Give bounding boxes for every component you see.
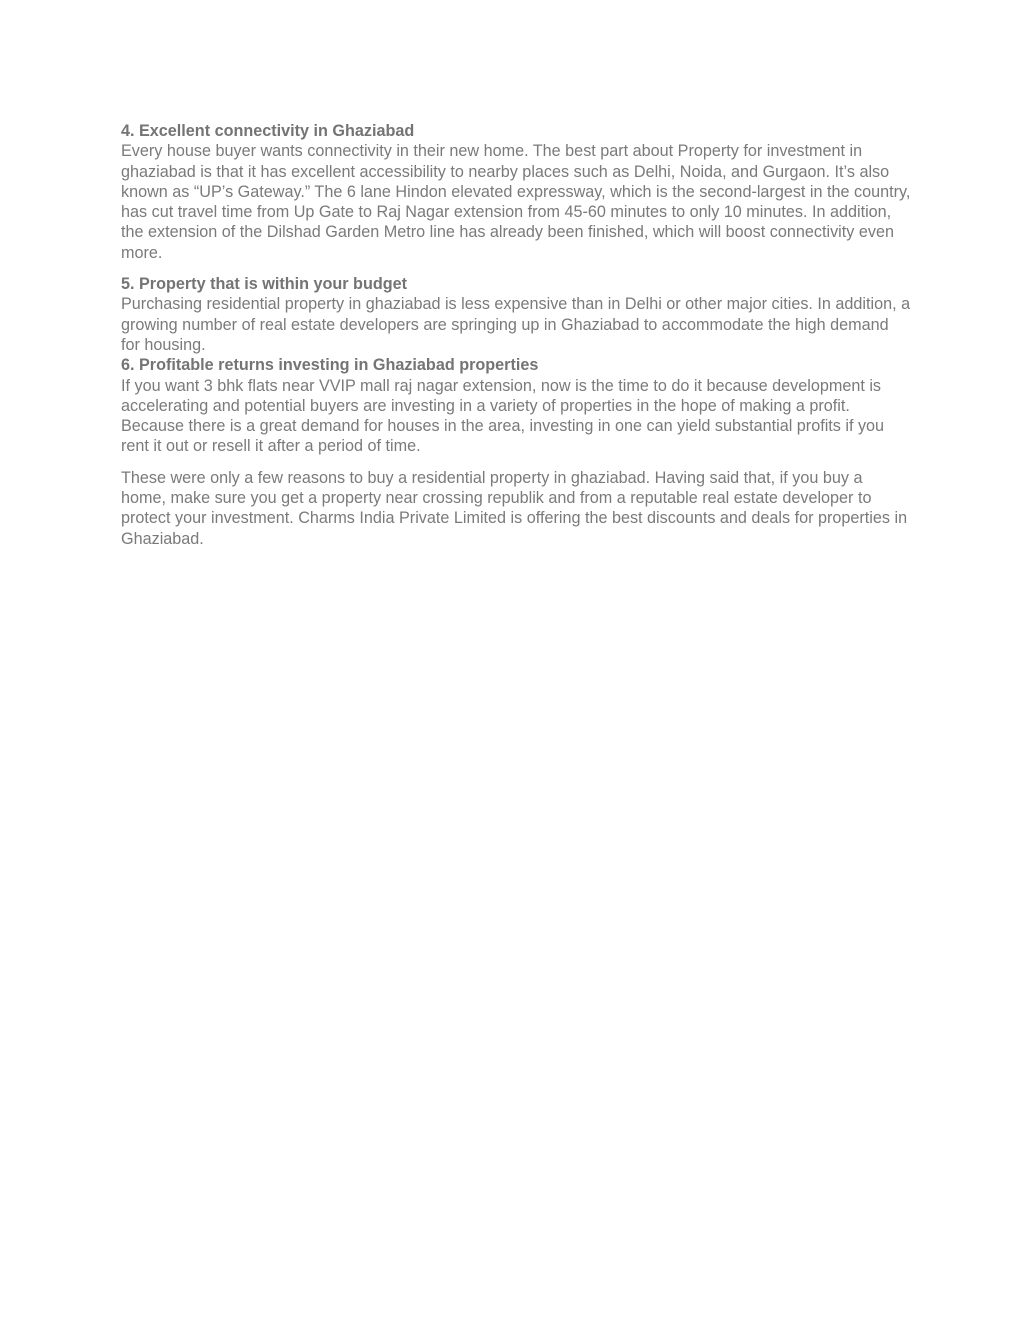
section-body-returns: If you want 3 bhk flats near VVIP mall raj nagar extension, now is the time to do it because development is accelerating and potential buyers are investing in a variety of properties in the hope of making a profit. Because there is a great demand for houses in the area, investing in one can yield substantial profits if you rent it out or resell it after a period of time. (121, 376, 885, 456)
section-heading-returns: 6. Profitable returns investing in Ghaziabad properties (121, 356, 539, 375)
section-body-budget: Purchasing residential property in ghaziabad is less expensive than in Delhi or other major cities. In addition, a growing number of real estate developers are springing up in Ghaziabad to accommodate the high demand for housing. (121, 295, 911, 354)
document-page (121, 121, 911, 549)
section-heading-connectivity: 4. Excellent connectivity in Ghaziabad (121, 122, 415, 140)
section-body-connectivity: Every house buyer wants connectivity in their new home. The best part about Property for investment in ghaziabad is that it has excellent accessibility to nearby places such as Delhi, Noida, and Gurgaon. It’s also known as “UP’s Gateway.” The 6 lane Hindon elevated expressway, which is the second-largest in the country, has cut travel time from Up Gate to Raj Nagar extension from 45-60 minutes to only 10 minutes. In addition, the extension of the Dilshad Garden Metro line has already been finished, which will boost connectivity even more. (121, 142, 911, 262)
section-heading-budget: 5. Property that is within your budget (121, 275, 408, 294)
conclusion-paragraph: These were only a few reasons to buy a residential property in ghaziabad. Having said that, if you buy a home, make sure you get a property near crossing republik and from a reputable real estate developer to protect your investment. Charms India Private Limited is offering the best discounts and deals for properties in Ghaziabad. (121, 468, 908, 548)
